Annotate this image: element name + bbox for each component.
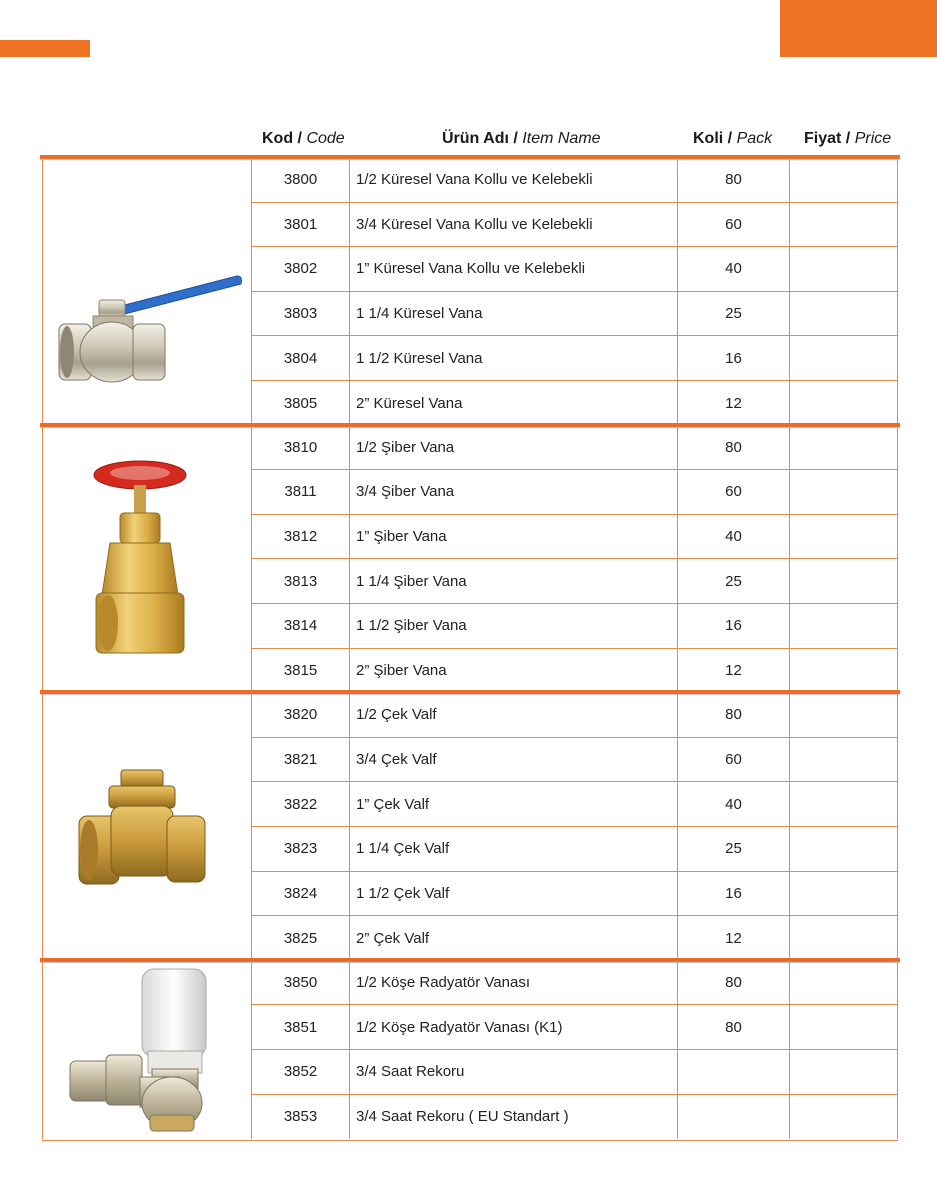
price-cell — [790, 782, 898, 826]
table-row — [252, 247, 898, 292]
code-cell: 3803 — [252, 292, 350, 336]
header-price: Fiyat / Price — [804, 130, 892, 147]
price-cell — [790, 693, 898, 737]
item-name-cell: 3/4 Saat Rekoru — [350, 1050, 678, 1094]
pack-cell: 80 — [678, 693, 790, 737]
pack-cell: 12 — [678, 916, 790, 961]
table-row — [252, 1095, 898, 1140]
pack-cell: 16 — [678, 336, 790, 380]
code-cell: 3804 — [252, 336, 350, 380]
pack-cell: 25 — [678, 559, 790, 603]
code-cell: 3812 — [252, 515, 350, 559]
pack-cell: 16 — [678, 872, 790, 916]
price-cell — [790, 381, 898, 426]
table-row — [252, 738, 898, 783]
price-cell — [790, 247, 898, 291]
pack-cell: 80 — [678, 158, 790, 202]
table-row — [252, 649, 898, 694]
table-row — [252, 604, 898, 649]
item-name-cell: 1/2 Çek Valf — [350, 693, 678, 737]
code-cell: 3800 — [252, 158, 350, 202]
table-row — [252, 961, 898, 1006]
code-cell: 3810 — [252, 426, 350, 470]
table-bottom-border — [42, 1140, 898, 1141]
item-name-cell: 1 1/2 Küresel Vana — [350, 336, 678, 380]
pack-cell — [678, 1050, 790, 1094]
item-name-cell: 1 1/4 Şiber Vana — [350, 559, 678, 603]
table-row — [252, 203, 898, 248]
item-name-cell: 1/2 Şiber Vana — [350, 426, 678, 470]
code-cell: 3851 — [252, 1005, 350, 1049]
table-row — [252, 158, 898, 203]
code-cell: 3820 — [252, 693, 350, 737]
table-row — [252, 693, 898, 738]
item-name-cell: 3/4 Küresel Vana Kollu ve Kelebekli — [350, 203, 678, 247]
code-cell: 3821 — [252, 738, 350, 782]
item-name-cell: 1” Çek Valf — [350, 782, 678, 826]
item-name-cell: 1/2 Köşe Radyatör Vanası — [350, 961, 678, 1005]
table-row — [252, 1050, 898, 1095]
price-cell — [790, 916, 898, 961]
orange-accent-bar-right — [780, 0, 937, 57]
price-cell — [790, 649, 898, 694]
price-cell — [790, 1050, 898, 1094]
table-row — [252, 1005, 898, 1050]
pack-cell: 25 — [678, 827, 790, 871]
price-cell — [790, 872, 898, 916]
code-cell: 3853 — [252, 1095, 350, 1140]
price-cell — [790, 292, 898, 336]
item-name-cell: 2” Çek Valf — [350, 916, 678, 961]
item-name-cell: 1” Küresel Vana Kollu ve Kelebekli — [350, 247, 678, 291]
item-name-cell: 3/4 Şiber Vana — [350, 470, 678, 514]
pack-cell: 12 — [678, 649, 790, 694]
price-cell — [790, 961, 898, 1005]
code-cell: 3815 — [252, 649, 350, 694]
pack-cell: 80 — [678, 961, 790, 1005]
table-row — [252, 292, 898, 337]
table-row — [252, 336, 898, 381]
price-cell — [790, 158, 898, 202]
price-cell — [790, 515, 898, 559]
item-name-cell: 3/4 Çek Valf — [350, 738, 678, 782]
pack-cell — [678, 1095, 790, 1140]
table-row — [252, 426, 898, 471]
item-name-cell: 1 1/2 Şiber Vana — [350, 604, 678, 648]
code-cell: 3811 — [252, 470, 350, 514]
code-cell: 3814 — [252, 604, 350, 648]
code-cell: 3822 — [252, 782, 350, 826]
pack-cell: 40 — [678, 247, 790, 291]
orange-accent-bar-left — [0, 40, 90, 57]
item-name-cell: 1 1/2 Çek Valf — [350, 872, 678, 916]
code-cell: 3813 — [252, 559, 350, 603]
price-cell — [790, 1005, 898, 1049]
pack-cell: 80 — [678, 426, 790, 470]
table-row — [252, 872, 898, 917]
item-name-cell: 1/2 Küresel Vana Kollu ve Kelebekli — [350, 158, 678, 202]
pack-cell: 40 — [678, 782, 790, 826]
price-cell — [790, 827, 898, 871]
code-cell: 3823 — [252, 827, 350, 871]
pack-cell: 25 — [678, 292, 790, 336]
item-name-cell: 1/2 Köşe Radyatör Vanası (K1) — [350, 1005, 678, 1049]
header-item-name: Ürün Adı / Item Name — [442, 130, 601, 147]
code-cell: 3852 — [252, 1050, 350, 1094]
pack-cell: 60 — [678, 203, 790, 247]
header-pack: Koli / Pack — [693, 130, 773, 147]
pack-cell: 60 — [678, 738, 790, 782]
gate-valve-icon — [88, 455, 193, 660]
table-row — [252, 559, 898, 604]
pack-cell: 12 — [678, 381, 790, 426]
item-name-cell: 3/4 Saat Rekoru ( EU Standart ) — [350, 1095, 678, 1140]
price-cell — [790, 738, 898, 782]
code-cell: 3825 — [252, 916, 350, 961]
table-row — [252, 782, 898, 827]
code-cell: 3805 — [252, 381, 350, 426]
price-cell — [790, 470, 898, 514]
table-row — [252, 916, 898, 961]
item-name-cell: 1 1/4 Küresel Vana — [350, 292, 678, 336]
code-cell: 3824 — [252, 872, 350, 916]
radiator-valve-icon — [60, 965, 220, 1135]
pack-cell: 40 — [678, 515, 790, 559]
pack-cell: 60 — [678, 470, 790, 514]
table-row — [252, 515, 898, 560]
ball-valve-icon — [55, 270, 245, 390]
header-code: Kod / Code — [262, 130, 345, 147]
code-cell: 3850 — [252, 961, 350, 1005]
price-cell — [790, 426, 898, 470]
pack-cell: 80 — [678, 1005, 790, 1049]
price-cell — [790, 559, 898, 603]
item-name-cell: 1 1/4 Çek Valf — [350, 827, 678, 871]
item-name-cell: 2” Küresel Vana — [350, 381, 678, 426]
price-cell — [790, 203, 898, 247]
code-cell: 3802 — [252, 247, 350, 291]
item-name-cell: 2” Şiber Vana — [350, 649, 678, 694]
price-cell — [790, 1095, 898, 1140]
table-row — [252, 381, 898, 426]
table-row — [252, 827, 898, 872]
item-name-cell: 1” Şiber Vana — [350, 515, 678, 559]
table-row — [252, 470, 898, 515]
check-valve-icon — [75, 768, 210, 890]
price-cell — [790, 336, 898, 380]
pack-cell: 16 — [678, 604, 790, 648]
code-cell: 3801 — [252, 203, 350, 247]
price-cell — [790, 604, 898, 648]
